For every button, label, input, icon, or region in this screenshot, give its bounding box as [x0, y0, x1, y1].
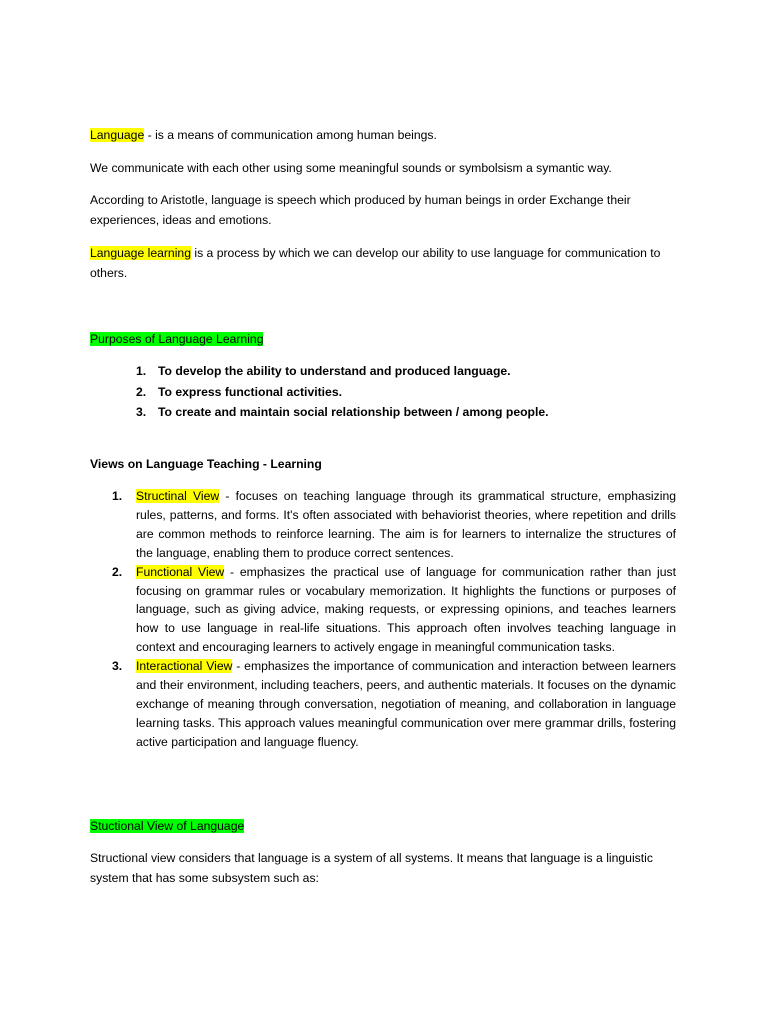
interactional-view-term: Interactional View: [136, 659, 233, 674]
list-item-text: To develop the ability to understand and produced language.: [158, 364, 511, 378]
language-term: Language: [90, 128, 145, 142]
language-learning-text: is a process by which we can develop our ability to use language for communication to others.: [90, 246, 661, 280]
structional-paragraph: Structional view considers that language is a system of all systems. It means that language is a linguistic system that has some subsystem such as:: [90, 851, 653, 885]
list-item-text: - emphasizes the importance of communication and interaction between learners and their environment, including teachers, peers, and authentic materials. It focuses on the dynamic exchange of meaning through conversation, negotiation of meaning, and collaboration in language learning tasks. This approach values meaningful communication over mere grammar drills, fostering active participation and language fluency.: [136, 659, 676, 749]
list-item-text: - emphasizes the practical use of language for communication rather than just focusing on grammar rules or vocabulary memorization. It highlights the functions or purposes of language, such as giving advice, making requests, or expressing opinions, and teaches learners how to use language in real-life situations. This approach often involves teaching language in context and encouraging learners to actively engage in meaningful communication tasks.: [136, 564, 676, 655]
structional-heading: Stuctional View of Language: [90, 819, 245, 833]
list-item: [90, 382, 690, 403]
list-item-text: - focuses on teaching language through its grammatical structure, emphasizing rules, patterns, and forms. It's often associated with behaviorist theories, where repetition and drills are common methods to reinforce learning. The aim is for learners to internalize the structures of the language, enabling them to produce correct sentences.: [136, 489, 676, 560]
list-number: 2.: [112, 564, 123, 579]
list-number: 3.: [112, 659, 123, 674]
list-item: [90, 657, 676, 752]
list-item: [90, 563, 676, 658]
structinal-view-term: Structinal View: [136, 489, 220, 503]
list-number: 2.: [136, 384, 147, 399]
views-list: [90, 487, 676, 752]
list-item-text: To create and maintain social relationship between / among people.: [158, 405, 549, 419]
list-number: 1.: [136, 364, 147, 378]
functional-view-term: Functional View: [136, 564, 225, 579]
list-number: 1.: [112, 489, 123, 503]
language-learning-term: Language learning: [90, 246, 191, 260]
purposes-heading: Purposes of Language Learning: [90, 332, 264, 346]
aristotle-paragraph: According to Aristotle, language is speech which produced by human beings in order Exchange their experiences, ideas and emotions.: [90, 193, 631, 227]
language-definition: [90, 125, 680, 145]
list-item: [90, 487, 676, 563]
list-item: [90, 402, 690, 423]
list-item: [90, 361, 690, 382]
list-item-text: To express functional activities.: [158, 384, 342, 399]
language-learning-paragraph: [90, 243, 680, 283]
communication-paragraph: We communicate with each other using some meaningful sounds or symbolsism a symantic way.: [90, 161, 612, 175]
list-number: 3.: [136, 405, 147, 419]
language-definition-text: - is a means of communication among human beings.: [144, 128, 437, 142]
views-heading: Views on Language Teaching - Learning: [90, 457, 322, 471]
purposes-list: [90, 361, 690, 423]
